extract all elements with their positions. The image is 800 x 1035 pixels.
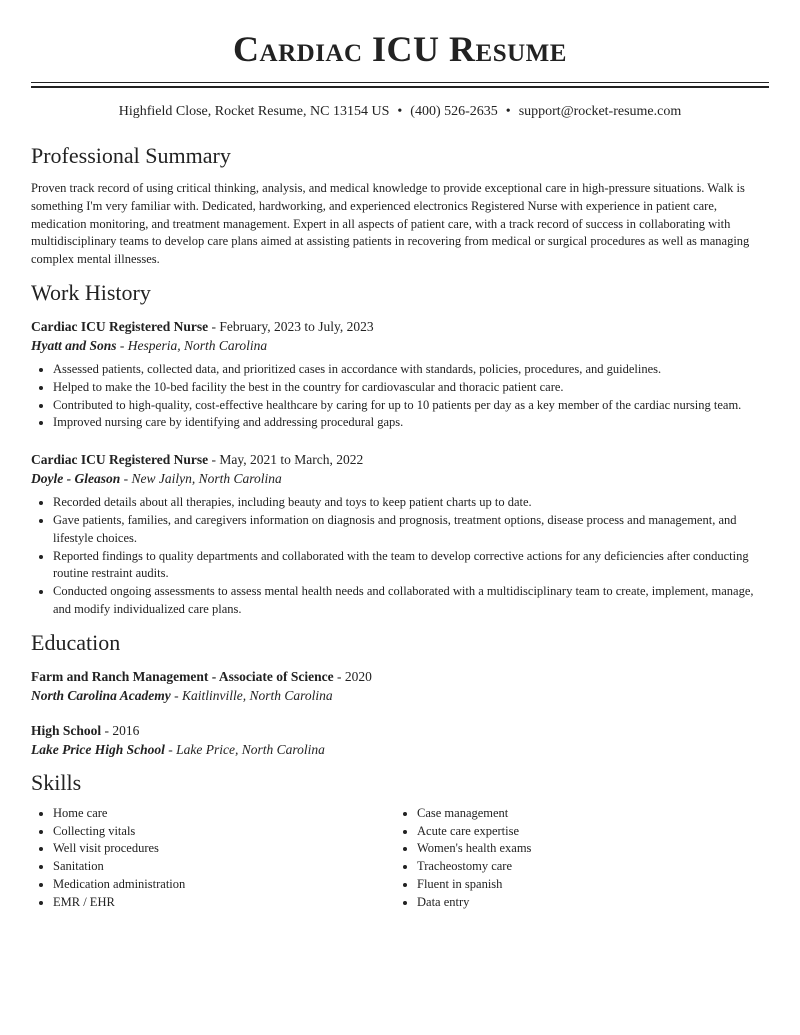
skill-item: • Fluent in spanish bbox=[417, 876, 759, 894]
degree: Farm and Ranch Management - Associate of Science bbox=[31, 668, 334, 684]
job-title-line bbox=[31, 450, 769, 469]
education-section bbox=[31, 629, 769, 759]
skill-item: • Medication administration bbox=[53, 876, 395, 894]
job-employer: Hyatt and Sons bbox=[31, 337, 117, 353]
job-location: - New Jailyn, North Carolina bbox=[120, 471, 282, 487]
degree-line bbox=[31, 721, 769, 740]
skill-item: • Home care bbox=[53, 805, 395, 823]
skill-item: • Acute care expertise bbox=[417, 823, 759, 841]
skills-list-right bbox=[395, 805, 759, 912]
school-location: - Kaitlinville, North Carolina bbox=[170, 687, 333, 703]
degree: High School bbox=[31, 722, 102, 738]
job-employer-line bbox=[31, 336, 769, 355]
skill-item: • Women's health exams bbox=[417, 840, 759, 858]
job-bullets bbox=[31, 361, 769, 432]
skills-list-left bbox=[31, 805, 395, 912]
contact-email: support@rocket-resume.com bbox=[518, 104, 682, 119]
education-heading: Education bbox=[31, 629, 121, 655]
job-bullets bbox=[31, 494, 769, 619]
job-title: Cardiac ICU Registered Nurse bbox=[31, 318, 209, 334]
separator-dot: • bbox=[397, 104, 403, 119]
summary-section bbox=[31, 142, 769, 269]
job-employer-line bbox=[31, 469, 769, 488]
skills-columns bbox=[31, 805, 769, 912]
summary-text: Proven track record of using critical thinking, analysis, and medical knowledge to provide exceptional care in high-pressure situations. Walk is something I'm very familiar with. Dedicated, hardworking, and experienced electronics Registered Nurse with experience in patient care, medication monitoring, and treatment management. Expert in all aspects of patient care, with a track record of success in collaborating with multidisciplinary teams to develop care plans aimed at assisting patients in recovering from medical or surgical procedures as well as managing complex mental illnesses. bbox=[31, 181, 750, 267]
list-item: • Improved nursing care by identifying and addressing procedural gaps. bbox=[53, 414, 769, 432]
school-location: - Lake Price, North Carolina bbox=[164, 741, 325, 757]
list-item: • Contributed to high-quality, cost-effective healthcare by caring for up to 10 patients per day as a key member of the cardiac nursing team. bbox=[53, 397, 769, 415]
job-entry bbox=[31, 317, 769, 432]
school: Lake Price High School bbox=[31, 741, 165, 757]
job-entry bbox=[31, 450, 769, 619]
skills-section bbox=[31, 769, 769, 912]
skill-item: • Data entry bbox=[417, 894, 759, 912]
list-item: • Gave patients, families, and caregivers information on diagnosis and prognosis, treatment options, disease process and management, and lifestyle choices. bbox=[53, 512, 769, 548]
degree-year: - 2020 bbox=[333, 668, 372, 684]
skill-item: • EMR / EHR bbox=[53, 894, 395, 912]
list-item: • Helped to make the 10-bed facility the best in the country for cardiovascular and thoracic patient care. bbox=[53, 379, 769, 397]
job-title: Cardiac ICU Registered Nurse bbox=[31, 452, 209, 468]
job-location: - Hesperia, North Carolina bbox=[116, 337, 268, 353]
list-item: • Reported findings to quality departments and collaborated with the team to develop corrective actions for any deficiencies after conducting routine restraint audits. bbox=[53, 548, 769, 584]
job-title-line bbox=[31, 317, 769, 336]
header-rule-thin bbox=[31, 82, 769, 83]
skill-item: • Tracheostomy care bbox=[417, 858, 759, 876]
degree-year: - 2016 bbox=[101, 722, 140, 738]
job-dates: - May, 2021 to March, 2022 bbox=[208, 452, 364, 468]
skill-item: • Case management bbox=[417, 805, 759, 823]
contact-line bbox=[0, 104, 800, 120]
separator-dot: • bbox=[505, 104, 511, 119]
summary-heading: Professional Summary bbox=[31, 143, 231, 168]
skills-heading: Skills bbox=[31, 769, 82, 795]
list-item: • Assessed patients, collected data, and prioritized cases in accordance with standards, policies, procedures, and guidelines. bbox=[53, 361, 769, 379]
school-line bbox=[31, 686, 769, 705]
job-dates: - February, 2023 to July, 2023 bbox=[208, 318, 374, 334]
job-employer: Doyle - Gleason bbox=[31, 471, 121, 487]
list-item: • Recorded details about all therapies, including beauty and toys to keep patient charts up to date. bbox=[53, 494, 769, 512]
skill-item: • Well visit procedures bbox=[53, 840, 395, 858]
education-entry bbox=[31, 667, 769, 705]
work-history-section bbox=[31, 279, 769, 619]
skill-item: • Collecting vitals bbox=[53, 823, 395, 841]
school-line bbox=[31, 740, 769, 759]
resume-title: Cardiac ICU Resume bbox=[233, 29, 567, 69]
resume-content bbox=[31, 142, 769, 912]
degree-line bbox=[31, 667, 769, 686]
work-history-heading: Work History bbox=[31, 279, 151, 305]
contact-address: Highfield Close, Rocket Resume, NC 13154 US bbox=[118, 104, 390, 119]
skill-item: • Sanitation bbox=[53, 858, 395, 876]
education-entry bbox=[31, 721, 769, 759]
school: North Carolina Academy bbox=[31, 687, 171, 703]
contact-phone: (400) 526-2635 bbox=[410, 104, 498, 119]
header-rule-thick bbox=[31, 86, 769, 88]
list-item: • Conducted ongoing assessments to assess mental health needs and collaborated with a multidisciplinary team to create, implement, manage, and modify individualized care plans. bbox=[53, 583, 769, 619]
